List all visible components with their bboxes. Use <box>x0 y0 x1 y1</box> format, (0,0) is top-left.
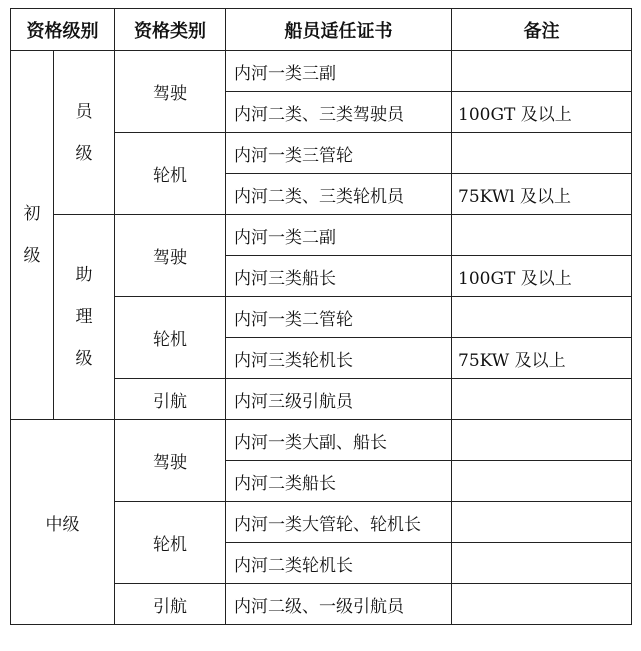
certificate-cell: 内河一类二副 <box>226 215 452 256</box>
category-cell: 轮机 <box>115 133 226 215</box>
header-crew-certificate: 船员适任证书 <box>226 9 452 51</box>
remark-cell <box>452 420 632 461</box>
certificate-cell: 内河一类大管轮、轮机长 <box>226 502 452 543</box>
remark-cell <box>452 461 632 502</box>
category-cell: 驾驶 <box>115 215 226 297</box>
sublevel-char: 级 <box>75 143 93 164</box>
remark-cell: 100GT 及以上 <box>452 92 632 133</box>
category-cell: 驾驶 <box>115 420 226 502</box>
sublevel-char: 员 <box>75 101 93 122</box>
sublevel-char: 级 <box>75 349 93 369</box>
certificate-cell: 内河三级引航员 <box>226 379 452 420</box>
certificate-cell: 内河二类、三类轮机员 <box>226 174 452 215</box>
remark-cell <box>452 584 632 625</box>
remark-cell: 75KW 及以上 <box>452 338 632 379</box>
level-chuji-char: 级 <box>23 246 41 266</box>
header-remarks: 备注 <box>452 9 632 51</box>
sublevel-char: 理 <box>75 307 93 327</box>
level-zhongji-cell: 中级 <box>11 420 115 625</box>
remark-cell <box>452 51 632 92</box>
certificate-cell: 内河三类船长 <box>226 256 452 297</box>
level-chuji-char: 初 <box>23 204 41 224</box>
remark-cell <box>452 543 632 584</box>
table-row <box>11 420 632 461</box>
category-cell: 驾驶 <box>115 51 226 133</box>
remark-cell <box>452 502 632 543</box>
sublevel-zhuliji-cell <box>54 215 115 420</box>
remark-cell <box>452 379 632 420</box>
certificate-cell: 内河一类三管轮 <box>226 133 452 174</box>
header-row <box>11 9 632 51</box>
table-row <box>11 215 632 256</box>
certificate-cell: 内河三类轮机长 <box>226 338 452 379</box>
remark-cell <box>452 215 632 256</box>
category-cell: 轮机 <box>115 297 226 379</box>
category-cell: 引航 <box>115 584 226 625</box>
sublevel-char: 助 <box>75 265 93 285</box>
header-qualification-level: 资格级别 <box>11 9 115 51</box>
category-cell: 引航 <box>115 379 226 420</box>
remark-cell: 75KWl 及以上 <box>452 174 632 215</box>
remark-cell <box>452 133 632 174</box>
certificate-cell: 内河二类、三类驾驶员 <box>226 92 452 133</box>
certificate-cell: 内河二类船长 <box>226 461 452 502</box>
certificate-cell: 内河一类三副 <box>226 51 452 92</box>
certificate-cell: 内河一类大副、船长 <box>226 420 452 461</box>
table-row <box>11 51 632 92</box>
sublevel-yuanji-cell <box>54 51 115 215</box>
header-qualification-category: 资格类别 <box>115 9 226 51</box>
certificate-cell: 内河二类轮机长 <box>226 543 452 584</box>
remark-cell <box>452 297 632 338</box>
remark-cell: 100GT 及以上 <box>452 256 632 297</box>
certificate-cell: 内河二级、一级引航员 <box>226 584 452 625</box>
level-chuji-cell <box>11 51 54 420</box>
category-cell: 轮机 <box>115 502 226 584</box>
qualification-table <box>10 8 632 625</box>
certificate-cell: 内河一类二管轮 <box>226 297 452 338</box>
